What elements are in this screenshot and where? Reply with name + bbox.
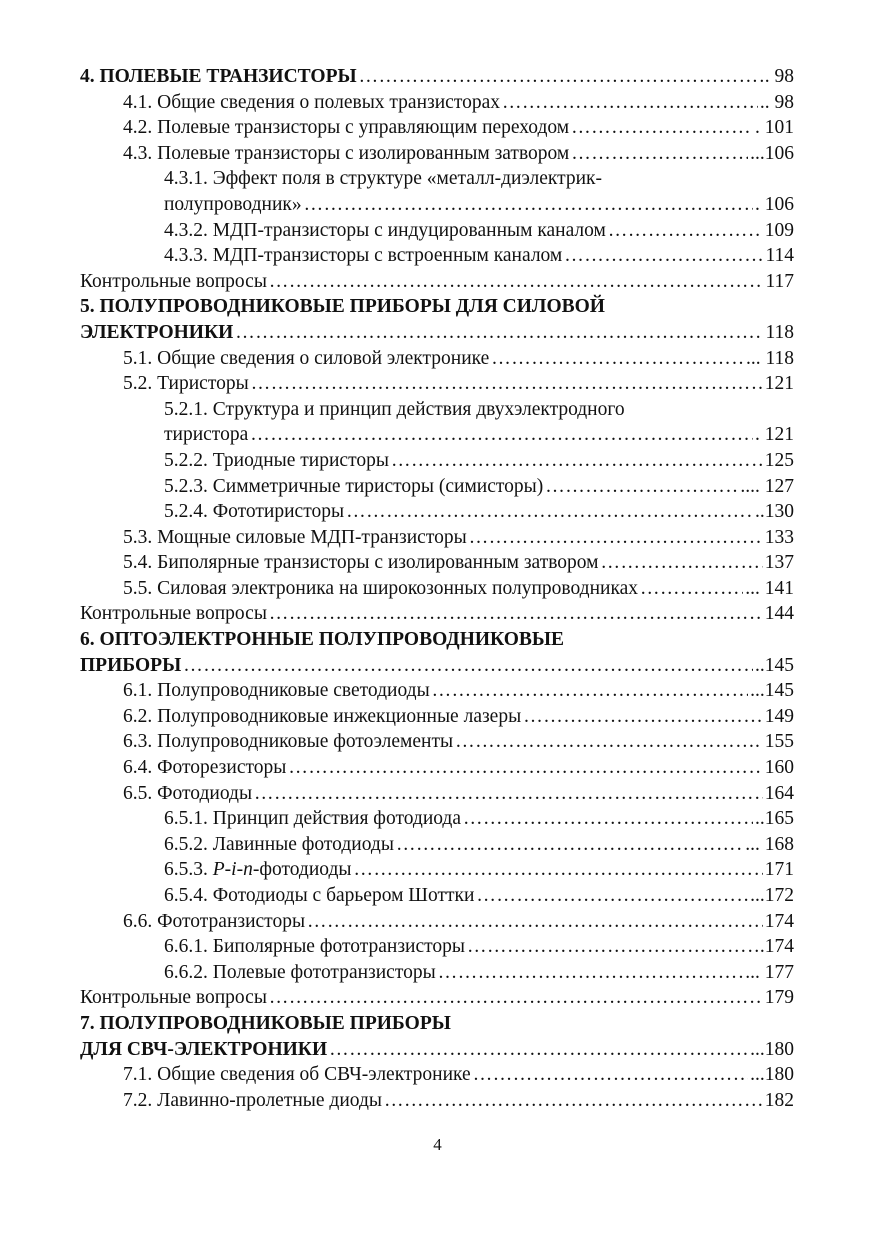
toc-entry-title: 6. ОПТОЭЛЕКТРОННЫЕ ПОЛУПРОВОДНИКОВЫЕ [80,629,565,651]
toc-entry [80,729,794,755]
dot-leader [471,1062,748,1088]
toc-page-number: 182 [764,1089,794,1111]
toc-entry [80,653,794,679]
toc-page-number: . 155 [755,731,794,753]
toc-page-number: 174 [764,910,794,932]
dot-leader [453,729,753,755]
toc-page-number: 160 [764,757,794,779]
toc-page-number: . 106 [755,193,794,215]
toc-page-number: 179 [764,987,794,1009]
toc-page-number: 121 [764,373,794,395]
toc-entry-title: 5.2.3. Симметричные тиристоры (симисторы) [164,475,544,497]
toc-entry-title: 5.2.2. Триодные тиристоры [164,449,389,471]
toc-entry [80,1011,794,1037]
toc-page-number: 133 [764,526,794,548]
toc-page-number: . 98 [764,66,794,87]
toc-entry-title: 7.1. Общие сведения об СВЧ-электронике [123,1064,471,1086]
toc-entry-title: 5.2.1. Структура и принцип действия двухэлектродного [164,398,625,420]
dot-leader [394,832,743,858]
toc-entry-title: 5.5. Силовая электроника на широкозонных полупроводниках [123,577,639,599]
dot-leader [382,1088,763,1114]
toc-page-number: .174 [759,936,794,958]
toc-entry [80,294,794,320]
toc-entry-title: ПРИБОРЫ [80,654,182,676]
toc-entry-title: 4. ПОЛЕВЫЕ ТРАНЗИСТОРЫ [80,66,357,87]
toc-entry [80,857,794,883]
toc-page-number: 144 [764,603,794,625]
toc-entry-title: 6.4. Фоторезисторы [123,757,287,779]
dot-leader [569,115,753,141]
toc-entry-title: 4.3.1. Эффект поля в структуре «металл-диэлектрик- [164,168,602,190]
toc-entry-title: 6.5.2. Лавинные фотодиоды [164,833,394,855]
toc-entry-title: тиристора [164,424,249,446]
dot-leader [302,192,753,218]
toc-page-number: 164 [764,782,794,804]
dot-leader [389,448,763,474]
toc-entry-title: 4.1. Общие сведения о полевых транзисторах [123,91,500,113]
dot-leader [599,550,763,576]
dot-leader [351,857,762,883]
toc-entry-title: 4.3.3. МДП-транзисторы с встроенным каналом [164,245,563,267]
toc-entry [80,320,794,346]
toc-entry-title: 4.3.2. МДП-транзисторы с индуцированным каналом [164,219,606,241]
toc-entry-title: 6.5.3. P-i-n-фотодиоды [164,859,352,881]
toc-page-number: .. 98 [759,91,794,113]
dot-leader [430,678,748,704]
toc-entry-title: 5.3. Мощные силовые МДП-транзисторы [123,526,467,548]
toc-entry [80,576,794,602]
toc-page-number: 137 [764,552,794,574]
dot-leader [305,909,763,935]
toc-entry [80,832,794,858]
dot-leader [327,1037,748,1063]
toc-entry [80,371,794,397]
page-number: 4 [433,1135,442,1154]
toc-page-number: .... 127 [740,475,794,497]
toc-entry-title: 6.1. Полупроводниковые светодиоды [123,680,430,702]
toc-entry [80,64,794,90]
dot-leader [500,90,758,116]
toc-entry-title: 7.2. Лавинно-пролетные диоды [123,1089,382,1111]
toc-page-number: ..130 [755,501,794,523]
toc-page-number: ..165 [755,808,794,830]
toc-page-number: ... 168 [745,833,794,855]
toc-entry [80,934,794,960]
toc-entry [80,90,794,116]
toc-entry-title: 6.5.4. Фотодиоды с барьером Шоттки [164,885,475,906]
toc-entry [80,243,794,269]
toc-entry-title: 4.3. Полевые транзисторы с изолированным затвором [123,142,570,164]
toc-page-number: . 101 [755,117,794,139]
toc-entry [80,627,794,653]
dot-leader [357,64,763,90]
dot-leader [461,806,753,832]
dot-leader [286,755,762,781]
dot-leader [249,371,763,397]
toc-page-number: ...180 [750,1064,794,1086]
toc-entry-title: полупроводник» [164,193,302,215]
toc-entry [80,960,794,986]
toc-entry-title: 6.5. Фотодиоды [123,782,253,804]
toc-entry [80,346,794,372]
toc-entry [80,141,794,167]
toc-entry [80,218,794,244]
table-of-contents [80,64,794,1113]
toc-entry [80,397,794,423]
toc-page-number: 109 [764,219,794,241]
toc-entry [80,909,794,935]
toc-entry [80,192,794,218]
toc-entry [80,704,794,730]
toc-page-number: ..145 [755,654,794,676]
dot-leader [267,985,763,1011]
toc-entry [80,115,794,141]
toc-entry-title: 5.4. Биполярные транзисторы с изолированным затвором [123,552,599,574]
dot-leader [606,218,763,244]
toc-entry-title: 5.2. Тиристоры [123,373,249,395]
toc-entry [80,601,794,627]
dot-leader [521,704,763,730]
dot-leader [474,883,748,909]
toc-entry-title: 6.2. Полупроводниковые инжекционные лазеры [123,705,522,727]
dot-leader [569,141,748,167]
dot-leader [344,499,753,525]
dot-leader [248,422,753,448]
toc-entry-title: ЭЛЕКТРОНИКИ [80,321,234,343]
dot-leader [252,781,763,807]
toc-entry [80,678,794,704]
toc-page-number: ...145 [750,680,794,702]
toc-entry [80,1088,794,1114]
toc-page-number: ...172 [750,885,794,906]
dot-leader [543,474,738,500]
toc-entry [80,166,794,192]
dot-leader [436,960,744,986]
toc-page-number: . 118 [755,321,794,343]
toc-page-number: 125 [764,449,794,471]
toc-entry-title: ДЛЯ СВЧ-ЭЛЕКТРОНИКИ [80,1038,328,1060]
toc-entry [80,525,794,551]
toc-entry-title: 6.6. Фототранзисторы [123,910,306,932]
toc-entry [80,806,794,832]
toc-entry-title: Контрольные вопросы [80,603,267,625]
toc-entry [80,755,794,781]
toc-entry-title: 5. ПОЛУПРОВОДНИКОВЫЕ ПРИБОРЫ ДЛЯ СИЛОВОЙ [80,296,605,318]
toc-entry [80,781,794,807]
dot-leader [465,934,758,960]
dot-leader [181,653,753,679]
toc-page-number: 114 [765,245,794,267]
toc-entry [80,474,794,500]
dot-leader [562,243,763,269]
toc-entry [80,448,794,474]
dot-leader [267,269,764,295]
toc-page-number: 117 [765,270,794,292]
dot-leader [267,601,763,627]
toc-page-number: 171 [764,859,794,881]
toc-entry [80,1037,794,1063]
toc-entry [80,269,794,295]
toc-page-number: ...180 [750,1038,794,1060]
toc-entry-title: Контрольные вопросы [80,270,267,292]
toc-entry-title: 6.6.1. Биполярные фототранзисторы [164,936,465,958]
toc-entry-title: 7. ПОЛУПРОВОДНИКОВЫЕ ПРИБОРЫ [80,1012,451,1034]
toc-entry [80,499,794,525]
toc-page-number: ... 118 [745,347,794,369]
dot-leader [233,320,753,346]
toc-page-number: . 121 [755,424,794,446]
toc-entry-title: 6.5.1. Принцип действия фотодиода [164,808,462,830]
toc-entry [80,1062,794,1088]
toc-page-number: ... 141 [745,577,794,599]
toc-entry-title: 6.6.2. Полевые фототранзисторы [164,961,436,983]
dot-leader [489,346,744,372]
toc-page-number: 149 [764,705,794,727]
toc-entry [80,883,794,909]
toc-page-number: ...106 [750,142,794,164]
toc-entry-title: 4.2. Полевые транзисторы с управляющим переходом [123,117,570,139]
toc-entry-title: 5.2.4. Фототиристоры [164,501,345,523]
toc-page-number: ... 177 [745,961,794,983]
dot-leader [638,576,743,602]
toc-entry-title: Контрольные вопросы [80,987,267,1009]
toc-entry [80,985,794,1011]
toc-entry-title: 5.1. Общие сведения о силовой электронике [123,347,490,369]
dot-leader [467,525,763,551]
toc-entry [80,422,794,448]
toc-entry [80,550,794,576]
toc-entry-title: 6.3. Полупроводниковые фотоэлементы [123,731,454,753]
